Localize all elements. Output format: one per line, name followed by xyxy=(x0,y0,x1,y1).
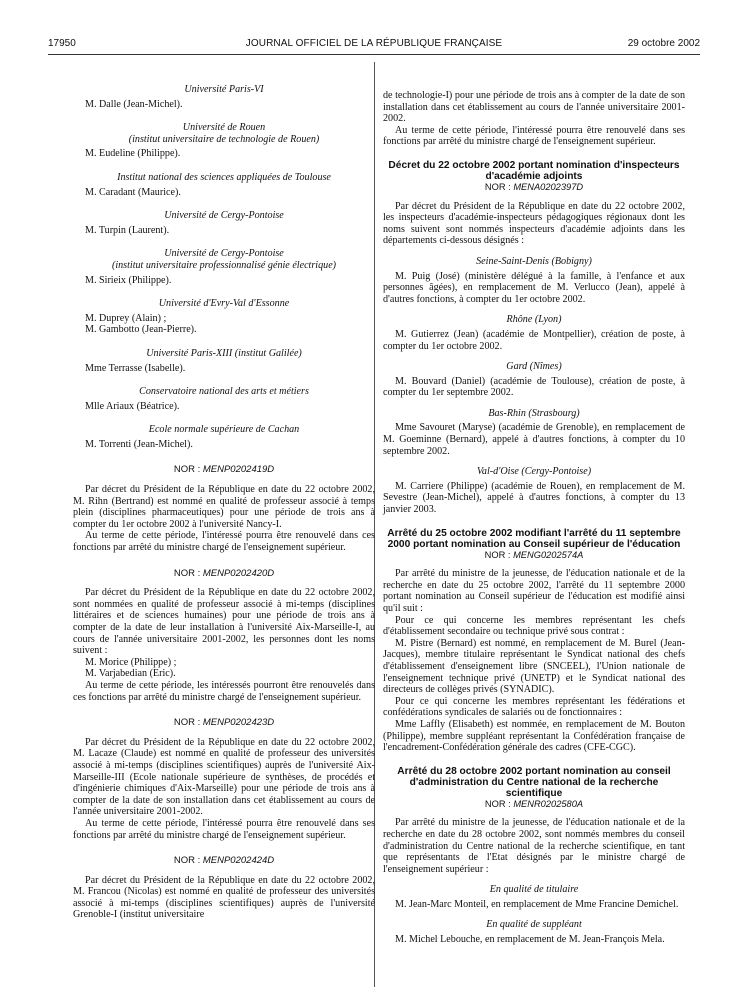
decree-paragraph: Au terme de cette période, l'intéressé pourra être renouvelé dans ses fonctions par arrêté du ministre chargé de l'enseignement supérieur. xyxy=(383,124,685,148)
nor-prefix: NOR : xyxy=(173,567,203,579)
decree-paragraph: M. Jean-Marc Monteil, en remplacement de Mme Francine Demichel. xyxy=(395,898,679,910)
decree-paragraph: Par décret du Président de la République en date du 22 octobre 2002, M. Rihn (Bertrand) est nommé en qualité de professeur associé à temps plein (disciplines pharmaceutiques) pour une période de trois ans à compter du 1er octobre 2002 à l'université Nancy-I. xyxy=(73,484,375,530)
decree-title: Arrêté du 25 octobre 2002 modifiant l'arrêté du 11 septembre 2000 portant nomination au Conseil supérieur de l'éducation xyxy=(387,527,681,550)
university-heading: Ecole normale supérieure de Cachan xyxy=(148,424,300,436)
nor-prefix: NOR : xyxy=(173,717,203,729)
page-number: 17950 xyxy=(48,38,76,49)
decree-paragraph: Par décret du Président de la République en date du 22 octobre 2002, sont nommées en qualité de professeur associé à mi-temps (disciplines littéraires et de sciences humaines) pour une période de trois ans à compter de la date de leur installation à l'université Aix-Marseille-I, au cours de l'année universitaire 2001-2002, les personnes dont les noms suivent : xyxy=(73,587,375,657)
appointee-name: M. Eudeline (Philippe). xyxy=(85,148,181,160)
department-heading: Seine-Saint-Denis (Bobigny) xyxy=(476,255,592,267)
journal-title: JOURNAL OFFICIEL DE LA RÉPUBLIQUE FRANÇAISE xyxy=(245,38,503,49)
university-heading: Université de Cergy-Pontoise xyxy=(164,248,284,260)
appointee-name: M. Sirieix (Philippe). xyxy=(85,274,172,286)
page-header xyxy=(48,38,700,54)
appointee-name: M. Turpin (Laurent). xyxy=(85,224,170,236)
nor-reference xyxy=(383,799,685,811)
capacity-heading: En qualité de titulaire xyxy=(489,884,579,896)
decree-paragraph: Par arrêté du ministre de la jeunesse, de l'éducation nationale et de la recherche en date du 28 octobre 2002, sont nommés membres du conseil d'administration du Centre national de la recherche scientifique, en tant que représentants de l'Etat désignés par le ministre chargé de l'enseignement supérieur : xyxy=(383,817,685,875)
decree-paragraph: Pour ce qui concerne les membres représentant les chefs d'établissement secondaire ou technique privé sous contrat : xyxy=(383,614,685,638)
nor-prefix: NOR : xyxy=(484,181,514,192)
university-heading: Université de Cergy-Pontoise xyxy=(164,210,284,222)
decree-title: Arrêté du 28 octobre 2002 portant nomination au conseil d'administration du Centre national de la recherche scientifique xyxy=(397,765,671,799)
decree-paragraph: de technologie-I) pour une période de trois ans à compter de la date de son installation dans cet établissement au cours de l'année universitaire 2001-2002. xyxy=(383,90,685,125)
nor-prefix: NOR : xyxy=(173,855,203,867)
nor-prefix: NOR : xyxy=(173,464,203,476)
university-heading: Conservatoire national des arts et métiers xyxy=(139,386,309,398)
nor-reference xyxy=(383,182,685,194)
nor-code: MENP0202423D xyxy=(202,717,275,729)
decree-paragraph: M. Puig (José) (ministère délégué à la famille, à l'enfance et aux personnes âgées), en remplacement de M. Verlucco (Jean), appelé à d'autres fonctions, à compter du 1er octobre 2002. xyxy=(383,270,685,305)
university-subheading: (institut universitaire professionnalisé génie électrique) xyxy=(111,259,337,271)
issue-date: 29 octobre 2002 xyxy=(627,38,700,49)
nor-code: MENG0202574A xyxy=(513,549,584,560)
nor-reference xyxy=(73,855,375,867)
appointee-name: Mme Terrasse (Isabelle). xyxy=(85,362,186,374)
nor-prefix: NOR : xyxy=(484,798,514,809)
university-block xyxy=(73,386,375,412)
department-heading: Bas-Rhin (Strasbourg) xyxy=(488,407,580,419)
nor-code: MENP0202424D xyxy=(202,855,275,867)
university-block xyxy=(73,348,375,374)
department-heading: Gard (Nîmes) xyxy=(506,361,562,373)
university-block xyxy=(73,424,375,450)
decree-paragraph: M. Gutierrez (Jean) (académie de Montpellier), création de poste, à compter du 1er octobre 2002. xyxy=(383,328,685,352)
university-heading: Université de Rouen xyxy=(182,122,266,134)
decree-paragraph: Par décret du Président de la République en date du 22 octobre 2002, M. Lacaze (Claude) est nommé en qualité de professeur des universités associé à mi-temps (disciplines scientifiques) auprès de l'université Aix-Marseille-III (Ecole nationale supérieure de synthèses, de procédés et d'ingénierie chimiques d'Aix-Marseille) pour une période de trois ans à compter de la date de son installation dans cet établissement au cours de l'année universitaire 2001-2002. xyxy=(73,736,375,818)
nor-reference xyxy=(73,568,375,580)
decree-paragraph: M. Carriere (Philippe) (académie de Rouen), en remplacement de M. Sevestre (Jean-Michel), appelé à d'autres fonctions, à compter du 13 janvier 2003. xyxy=(383,480,685,516)
nor-reference xyxy=(73,717,375,729)
decree-paragraph: M. Pistre (Bernard) est nommé, en remplacement de M. Burel (Jean-Jacques), membre titulaire représentant le Syndicat national des chefs d'établissement d'enseignement libre (SNCEEL), l'Union nationale de l'enseignement technique privé (UNETP) et le Syndicat national des directeurs de collèges privés (SYNADIC). xyxy=(383,637,685,696)
decree-paragraph: M. Michel Lebouche, en remplacement de M. Jean-François Mela. xyxy=(395,934,665,946)
nor-code: MENR0202580A xyxy=(513,798,584,809)
nor-code: MENP0202419D xyxy=(202,464,275,476)
university-block xyxy=(73,298,375,336)
appointee-name: M. Torrenti (Jean-Michel). xyxy=(85,438,193,450)
university-block xyxy=(73,122,375,160)
decree-paragraph: M. Bouvard (Daniel) (académie de Toulouse), création de poste, à compter du 1er septembre 2002. xyxy=(383,375,685,399)
nor-reference xyxy=(73,464,375,476)
decree-paragraph: Au terme de cette période, l'intéressé pourra être renouvelé dans ces fonctions par arrêté du ministre chargé de l'enseignement supérieur. xyxy=(73,530,375,554)
university-block xyxy=(73,210,375,236)
decree-paragraph: Par décret du Président de la République en date du 22 octobre 2002, les inspecteurs d'académie-inspecteurs pédagogiques régionaux dont les noms suivent sont nommés inspecteurs d'académie adjoints dans les départements ci-dessous désignés : xyxy=(383,200,685,247)
decree-paragraph: Par arrêté du ministre de la jeunesse, de l'éducation nationale et de la recherche en date du 25 octobre 2002, l'arrêté du 11 septembre 2000 portant nomination au Conseil supérieur de l'éducation est modifié ainsi qu'il suit : xyxy=(383,568,685,614)
left-column xyxy=(73,84,375,921)
university-heading: Institut national des sciences appliquées de Toulouse xyxy=(117,171,331,183)
university-block xyxy=(73,172,375,198)
header-rule xyxy=(48,54,700,55)
university-heading: Université Paris-XIII (institut Galilée) xyxy=(146,347,302,359)
appointee-name: M. Caradant (Maurice). xyxy=(85,186,181,198)
decree-paragraph: Au terme de cette période, les intéressés pourront être renouvelés dans ces fonctions par arrêté du ministre chargé de l'enseignement supérieur. xyxy=(73,679,375,703)
appointee-name: M. Gambotto (Jean-Pierre). xyxy=(85,324,197,336)
appointee-name: M. Duprey (Alain) ; xyxy=(85,312,167,324)
nor-reference xyxy=(383,550,685,562)
university-block xyxy=(73,84,375,110)
appointee-name: M. Dalle (Jean-Michel). xyxy=(85,98,183,110)
university-heading: Université Paris-VI xyxy=(184,84,264,95)
appointee-name: M. Morice (Philippe) ; xyxy=(85,656,177,668)
appointee-name: Mlle Ariaux (Béatrice). xyxy=(85,400,180,412)
university-block xyxy=(73,248,375,286)
decree-title: Décret du 22 octobre 2002 portant nomination d'inspecteurs d'académie adjoints xyxy=(388,159,680,182)
nor-code: MENA0202397D xyxy=(513,181,584,192)
university-heading: Université d'Evry-Val d'Essonne xyxy=(158,298,290,310)
university-subheading: (institut universitaire de technologie de Rouen) xyxy=(128,133,320,145)
decree-paragraph: Pour ce qui concerne les membres représentant les fédérations et confédérations syndicales de salariés ou de fonctionnaires : xyxy=(383,695,685,719)
appointee-name: M. Varjabedian (Eric). xyxy=(85,668,176,680)
department-heading: Val-d'Oise (Cergy-Pontoise) xyxy=(476,466,592,478)
decree-paragraph: Au terme de cette période, l'intéressé pourra être renouvelé dans ses fonctions par arrêté du ministre chargé de l'enseignement supérieur. xyxy=(73,817,375,841)
decree-paragraph: Par décret du Président de la République en date du 22 octobre 2002, M. Francou (Nicolas) est nommé en qualité de professeur des universités associé à mi-temps (disciplines scientifiques) auprès de l'université Grenoble-I (institut universitaire xyxy=(73,874,375,921)
department-heading: Rhône (Lyon) xyxy=(506,314,562,326)
decree-paragraph: Mme Laffly (Elisabeth) est nommée, en remplacement de M. Bouton (Philippe), membre suppléant représentant la Confédération française de l'encadrement-Confédération générale des cadres (CFE-CGC). xyxy=(383,718,685,754)
right-column xyxy=(383,90,685,946)
nor-prefix: NOR : xyxy=(484,549,514,560)
capacity-heading: En qualité de suppléant xyxy=(486,919,582,931)
nor-code: MENP0202420D xyxy=(202,567,275,579)
decree-paragraph: Mme Savouret (Maryse) (académie de Grenoble), en remplacement de M. Goeminne (Bernard), appelé à d'autres fonctions, à compter du 10 septembre 2002. xyxy=(383,422,685,457)
